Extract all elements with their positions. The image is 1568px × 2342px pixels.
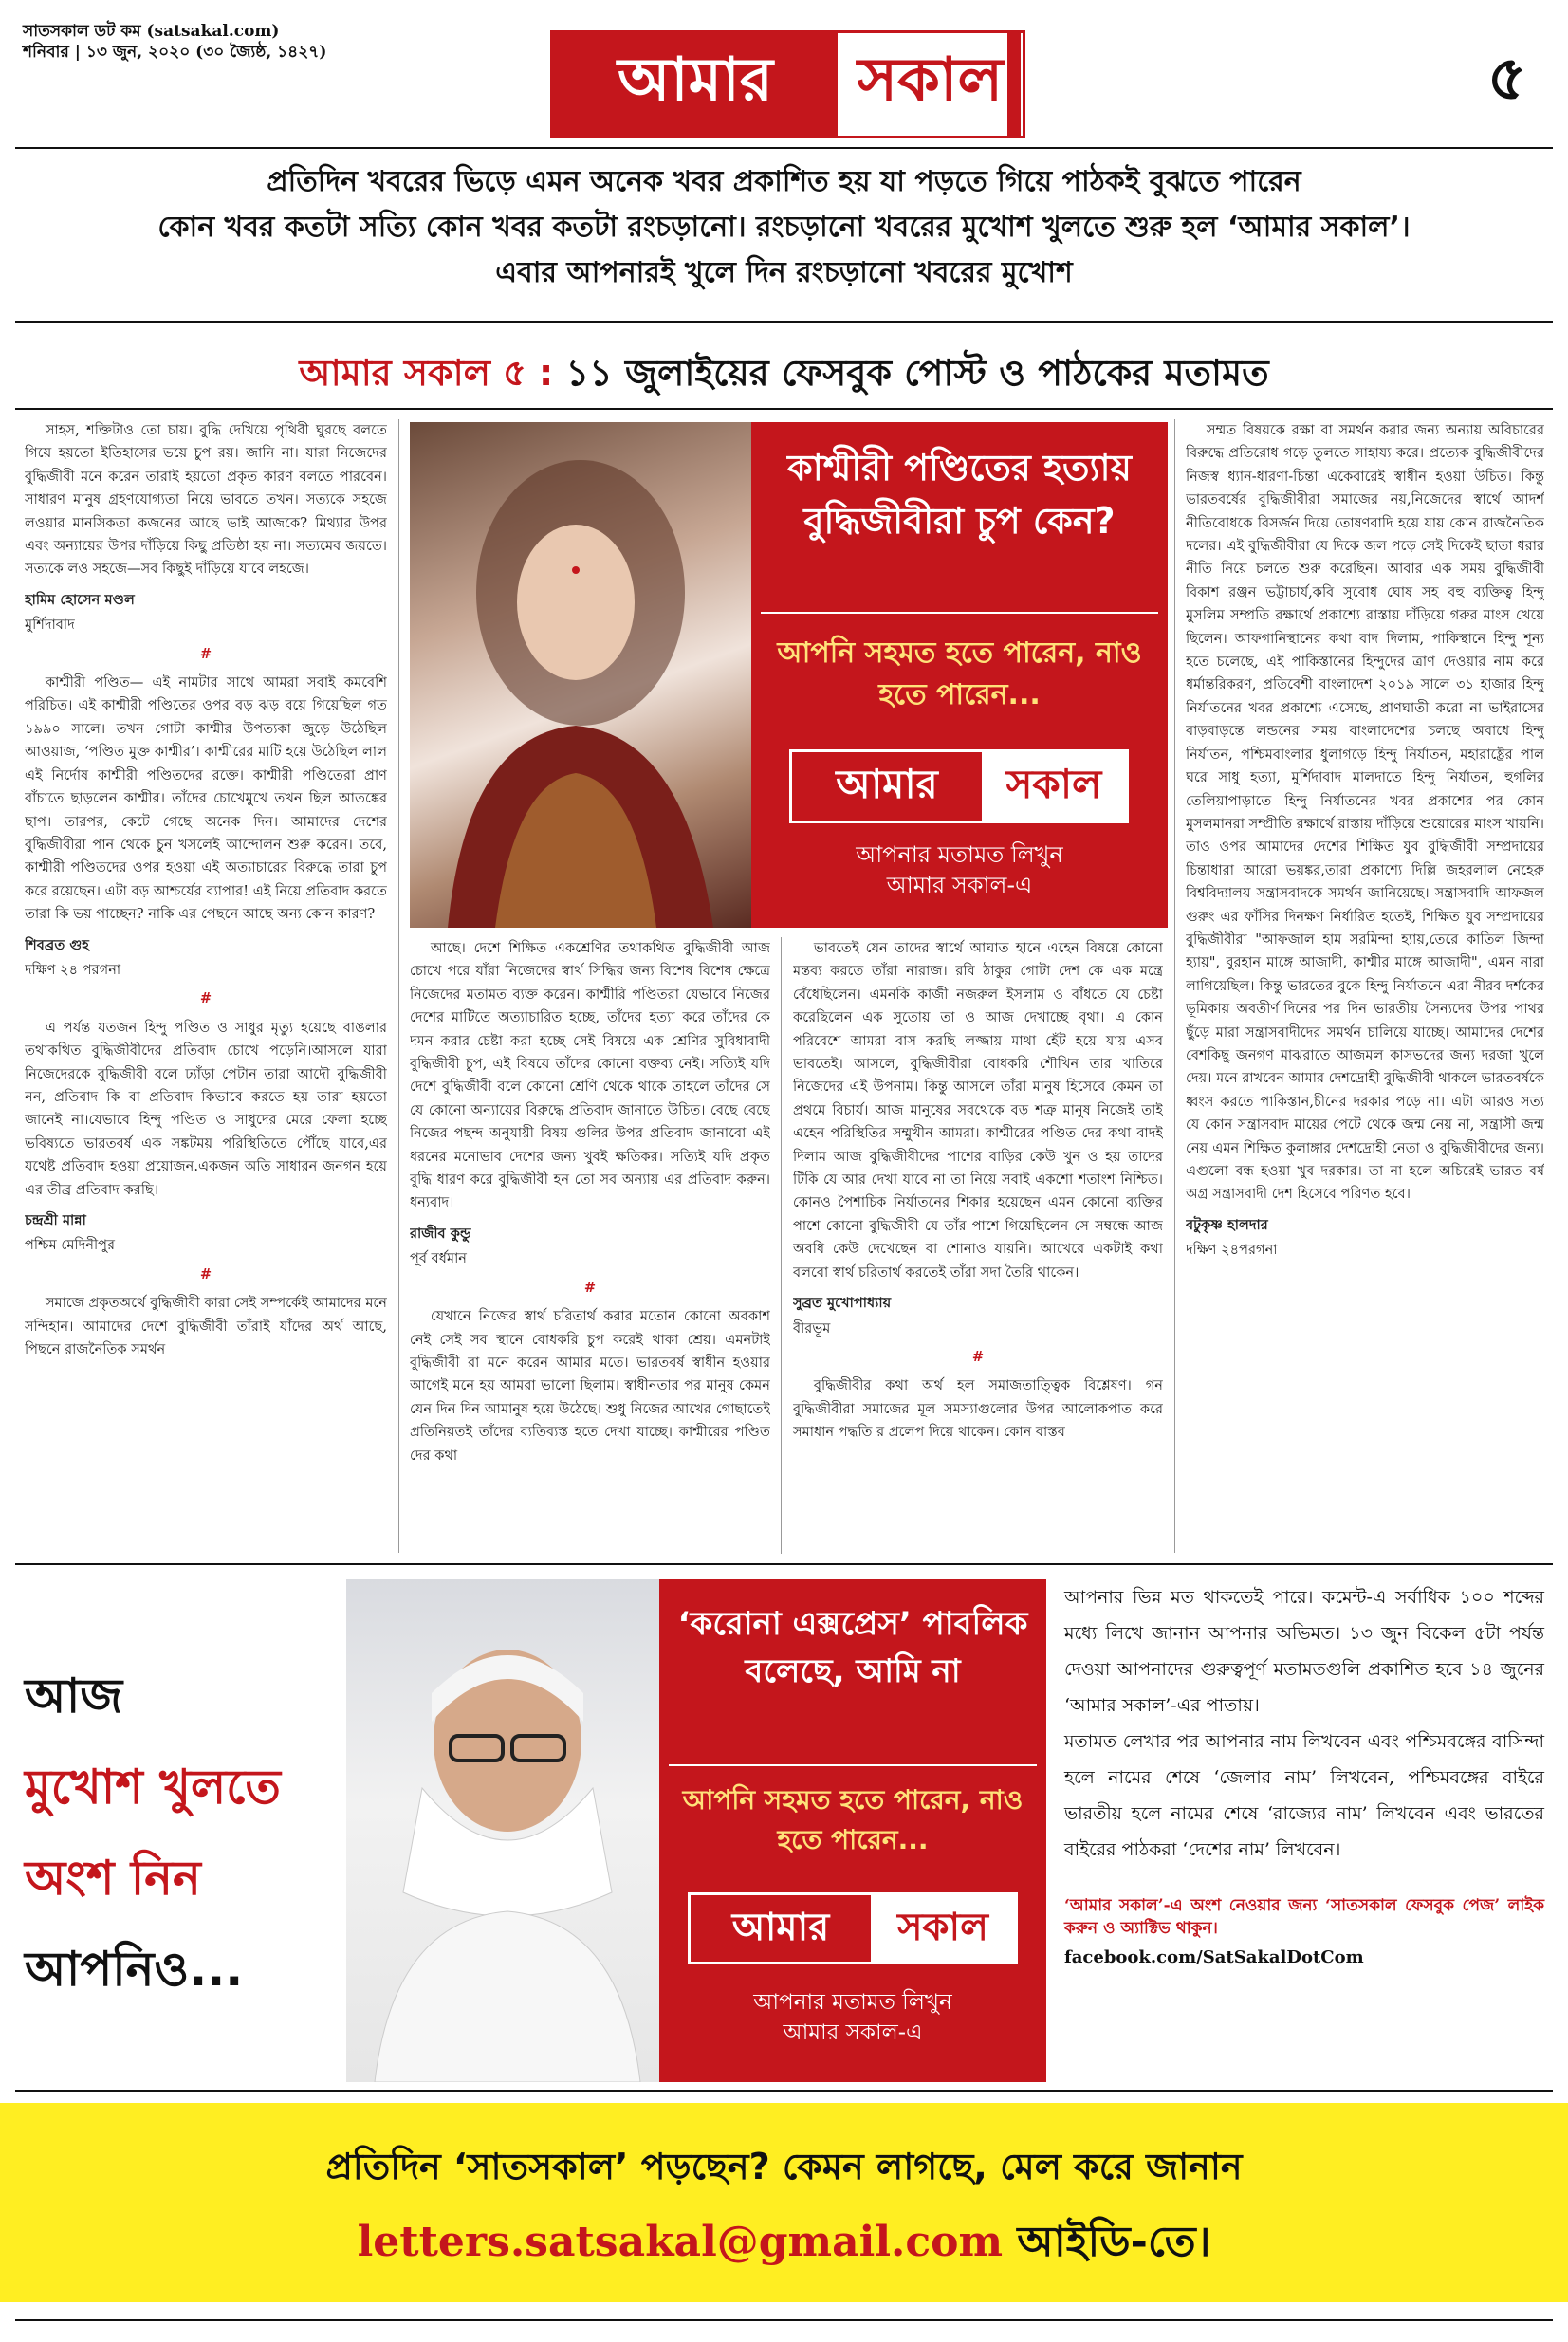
separator-hash: # — [199, 1265, 212, 1282]
letter-text: সাহস, শক্তিটাও তো চায়। বুদ্ধি দেখিয়ে পৃথিবী ঘুরছে বলতে গিয়ে হয়তো ইতিহাসের ভয়ে চুপ রয়। জানি না। যারা নিজেদের বুদ্ধিজীবী মনে করেন তারাই হয়তো প্রকৃত কারণ বলতে পারবেন। সাধারণ মানুষ গ্রহণযোগ্যতা নিয়ে ভাবতে তখন। সত্যকে সহজে লওয়ার মানসিকতা কজনের আছে ভাই আজকে? মিথ্যার উপর এবং অন্যায়ের উপর দাঁড়িয়ে কিছু প্রতিষ্ঠা হয় না। সত্যমেব জয়তে। সত্যকে লও সহজে—সব কিছুই দাঁড়িয়ে যাবে লহজে। — [25, 422, 387, 578]
letter-place: পশ্চিম মেদিনীপুর — [25, 1237, 116, 1254]
letter-text: কাশ্মীরী পণ্ডিত— এই নামটার সাথে আমরা সবাই কমবেশি পরিচিত। এই কাশ্মীরী পণ্ডিতের ওপর বড় ঝড় বয়ে গিয়েছিল গত ১৯৯০ সালে। তখন গোটা কাশ্মীর উপত্যকা জুড়ে উঠেছিল আওয়াজ, ‘পণ্ডিত মুক্ত কাশ্মীর’। কাশ্মীরের মাটি হয়ে উঠেছিল লাল এই নির্দোষ কাশ্মীরী পণ্ডিতদের রক্তে। কাশ্মীরী পণ্ডিতেরা প্রাণ বাঁচাতে ছাড়লেন কাশ্মীর। তাঁদের চোখেমুখে তখন ছিল আতঙ্কের ছাপ। তারপর, কেটে গেছে অনেক দিন। আমাদের দেশের বুদ্ধিজীবীরা পান থেকে চুন খসলেই আন্দোলন শুরু করেন। তবে, কাশ্মীরী পণ্ডিতদের ওপর হওয়া এই অত্যাচারের বিরুদ্ধে তারা চুপ করে রয়েছেন। এটা বড় আশ্চর্যের ব্যাপার! এই নিয়ে প্রতিবাদ করতে তারা কি ভয় পাচ্ছেন? নাকি এর পেছনে আছে অন্য কোন কারণ? — [25, 674, 387, 923]
promo-red-panel — [659, 1579, 1046, 2082]
promo-sub-line-2: আমার সকাল-এ — [886, 872, 1033, 898]
footer-bottom-divider — [15, 2319, 1553, 2321]
issue-date: শনিবার | ১৩ জুন, ২০২০ (৩০ জ্যৈষ্ঠ, ১৪২৭) — [23, 43, 327, 62]
portrait-illustration — [346, 1579, 659, 2082]
feedback-email-suffix: আইডি-তে। — [1017, 2218, 1211, 2266]
badge-part2: সকাল — [871, 1895, 1015, 1962]
article-column-2 — [410, 937, 770, 1554]
participation-instructions — [1064, 1579, 1544, 1976]
promo-sub-line-2: আমার সকাল-এ — [783, 2020, 923, 2045]
feedback-line-1: প্রতিদিন ‘সাতসকাল’ পড়ছেন? কেমন লাগছে, মেল করে জানান — [325, 2146, 1243, 2187]
feedback-line-2 — [0, 2210, 1568, 2279]
article-column-3 — [793, 937, 1163, 1554]
callout-line-4: আপনিও... — [25, 1942, 244, 1997]
headline-text: ১১ জুলাইয়ের ফেসবুক পোস্ট ও পাঠকের মতামত — [565, 352, 1269, 394]
headline-divider — [15, 408, 1553, 410]
promo-divider — [761, 612, 1158, 614]
portrait-photo — [410, 422, 751, 928]
letter-author: হামিম হোসেন মণ্ডল — [25, 591, 135, 608]
promo-sub-line-1: আপনার মতামত লিখুন — [856, 841, 1063, 868]
site-info — [23, 21, 326, 63]
headline-prefix: আমার সকাল ৫ : — [299, 352, 554, 394]
masthead-part2: সকাল — [857, 45, 1004, 116]
letter-place: দক্ষিণ ২৪ পরগনা — [25, 961, 121, 978]
instructions-para-2: মতামত লেখার পর আপনার নাম লিখবেন এবং পশ্চিমবঙ্গের বাসিন্দা হলে নামের শেষে ‘জেলার নাম’ লিখবেন, পশ্চিমবঙ্গের বাইরে ভারতীয় হলে নামের শেষে ‘রাজ্যের নাম’ লিখবেন এবং ভারতের বাইরের পাঠকরা ‘দেশের নাম’ লিখবেন। — [1064, 1731, 1544, 1860]
intro-text — [38, 159, 1530, 296]
portrait-illustration — [410, 422, 751, 928]
callout-line-3: অংশ নিন — [25, 1851, 201, 1906]
intro-line-3: এবার আপনারই খুলে দিন রংচড়ানো খবরের মুখোশ — [495, 256, 1073, 289]
letter-text: সম্মত বিষয়কে রক্ষা বা সমর্থন করার জন্য অন্যায় অবিচারের বিরুদ্ধে প্রতিরোধ গড়ে তুলতে সাহায্য করে। প্রত্যেক বুদ্ধিজীবীদের নিজস্ব ধ্যান-ধারণা-চিন্তা একেবারেই স্বাধীন হওয়া উচিত। কিন্তু ভারতবর্ষের বুদ্ধিজীবীরা সমাজের নয়,নিজেদের স্বার্থে আদর্শ নীতিবোধকে বিসর্জন দিয়ে তোষণবাদি হয়ে যায় কোন রাজনৈতিক দলের। এই বুদ্ধিজীবীরা যে দিকে জল পড়ে সেই দিকেই ছাতা ধরার নীতি নিয়ে চলতে শুরু করেছিন। আবার এক সময় বুদ্ধিজীবী বিকাশ রঞ্জন ভট্টাচার্য,কবি সুবোধ ঘোষ সহ বহু ব্যক্তিত্ব হিন্দু মুসলিম সম্প্রতি রক্ষার্থে প্রকাশ্যে রাস্তায় দাঁড়িয়ে গরুর মাংস খেয়ে ছিলেন। আফগানিস্থানের কথা বাদ দিলাম, পাকিস্থানে হিন্দু শূন্য হতে চলেছে, এই পাকিস্তানের হিন্দুদের ত্রাণ দেওয়ার নাম করে ধর্মান্তরিকরণ, প্রতিবেশী বাংলাদেশ ২০১৯ সালে ৩১ হাজার হিন্দু নির্যাতনের খবর প্রকাশ্যে এসেছে, প্রাণঘাতী করো না ভাইরাসের বাড়বাড়ন্তে লন্ডনের সময় বাংলাদেশের চলছে অবাধে হিন্দু নির্যাতন, পশ্চিমবাংলার ধুলাগড়ে হিন্দু নির্যাতন, মহারাষ্ট্রের পাল ঘরে সাধু হত্যা, মুর্শিদাবাদ মালদাতে হিন্দু নির্যাতন, হুগলির তেলিয়াপাড়াতে হিন্দু নির্যাতনের খবর প্রকাশের পর কোন মুসলমানরা সম্প্রীতি রক্ষার্থে রাস্তায় দাঁড়িয়ে শুয়োরের মাংস খায়নি। তাও ওপর আমাদের দেশের শিক্ষিত যুব বুদ্ধিজীবী সম্প্রদায়ের চিন্তাধারা আরো ভয়ঙ্কর,তারা প্রকাশ্যে দিল্লি জহরলাল নেহেরু বিশ্ববিদ্যালয় সন্ত্রাসবাদকে সমর্থন জানিয়েছে। সন্ত্রাসবাদি আফজল গুরুং এর ফাঁসির দিনক্ষণ নির্ধারিত হতেই, শিক্ষিত যুব সম্প্রদায়ের বুদ্ধিজীবীরা "আফজাল হাম সরমিন্দা হ্যায়,তেরে কাতিল জিন্দা হ্যায়", বুরহান মাঙ্গে আজাদী, কাশ্মীর মাঙ্গে আজাদী", এমন নারা লাগিয়েছিল। কিন্তু ভারতের বুকে হিন্দু নির্যাতনে এরা নীরব দর্শকের ভূমিকায় অবতীর্ণ।দিনের পর দিন ভারতীয় সৈন্যদের উপর পাথর ছুঁড়ে মারা সন্ত্রাসবাদীদের সমর্থন চালিয়ে যাচ্ছে। আমাদের দেশের বেশকিছু জনগণ মাঝরাতে আজমল কাসভদের জন্য দরজা খুলে দেয়। মনে রাখবেন আমার দেশদ্রোহী বুদ্ধিজীবী থাকলে ভারতবর্ষকে ধ্বংস করতে পাকিস্তান,চীনের দরকার পড়ে না। এটা আরও সত্য যে কোন সন্ত্রাসবাদ মায়ের পেটে থেকে জন্ম নেয় না, সন্ত্রাসী জন্ম নেয় এমন শিক্ষিত কুলাঙ্গার দেশদ্রোহী নেতা ও বুদ্ধিজীবীদের জন্য। এগুলো বন্ধ হওয়া খুব দরকার। তা না হলে অচিরেই ভারত বর্ষ অগ্র সন্ত্রাসবাদী দেশ হিসেবে পরিণত হবে। — [1186, 422, 1544, 1203]
separator-hash: # — [199, 645, 212, 662]
feedback-email[interactable]: letters.satsakal@gmail.com — [357, 2218, 1004, 2266]
letter-author: চন্দ্রশ্রী মান্না — [25, 1212, 86, 1228]
column-rule — [398, 419, 399, 1553]
callout-line-1: আজ — [25, 1669, 123, 1724]
facebook-link[interactable]: facebook.com/SatSakalDotCom — [1064, 1947, 1364, 1967]
column-rule — [781, 937, 782, 1554]
promo-banner-2 — [346, 1579, 1046, 2082]
promo-red-panel — [751, 422, 1168, 928]
promo-logo-badge — [688, 1892, 1018, 1964]
header-divider — [15, 147, 1553, 149]
promo-title: কাশ্মীরী পণ্ডিতের হত্যায় বুদ্ধিজীবীরা চুপ কেন? — [787, 447, 1132, 542]
footer-top-divider — [15, 2090, 1553, 2092]
column-rule — [1174, 419, 1175, 1553]
promo-sub-line-1: আপনার মতামত লিখুন — [753, 1990, 952, 2015]
promo-subtext — [659, 1987, 1046, 2048]
promo-logo-badge — [789, 749, 1129, 823]
promo-tagline: আপনি সহমত হতে পারেন, নাও হতে পারেন... — [777, 636, 1142, 711]
letter-author: রাজীব কুন্ডু — [410, 1225, 471, 1242]
promo-divider — [669, 1764, 1037, 1766]
separator-hash: # — [199, 990, 212, 1007]
promo-banner-1 — [410, 422, 1168, 928]
promo-subtext — [751, 839, 1168, 900]
letter-author: বটুকৃষ্ণ হালদার — [1186, 1216, 1268, 1233]
letter-text: আছে। দেশে শিক্ষিত একশ্রেণির তথাকথিত বুদ্ধিজীবী আজ চোখে পরে যাঁরা নিজেদের স্বার্থ সিদ্ধির জন্য বিশেষ বিশেষ ক্ষেত্রে নিজেদের মতামত ব্যক্ত করেন। কাশ্মীরি পণ্ডিতরা যেভাবে নিজের দেশের মাটিতে অত্যাচারিত হচ্ছে, তাঁদের হত্যা করে তাঁদের কে দমন করার চেষ্টা করা হচ্ছে সেই বিষয়ে এক শ্রেণির সুবিধাবাদী বুদ্ধিজীবী চুপ, এই বিষয়ে তাঁদের কোনো বক্তব্য নেই। সত্যিই যদি দেশে বুদ্ধিজীবী বলে কোনো শ্রেণি থেকে থাকে তাহলে তাঁদের সে যে কোনো অন্যায়ের বিরুদ্ধে প্রতিবাদ জানাতে উচিত। বেছে বেছে নিজের পছন্দ অনুযায়ী বিষয় গুলির উপর প্রতিবাদ জানাবো এই ধরনের মনোভাব দেশের জন্য খুবই ক্ষতিকর। সত্যিই যদি প্রকৃত বুদ্ধি ধারণ করে বুদ্ধিজীবী হন তো সব অন্যায় এর প্রতিবাদ করুন। ধন্যবাদ। — [410, 940, 770, 1211]
promo-title: ‘করোনা এক্সপ্রেস’ পাবলিক বলেছে, আমি না — [677, 1605, 1028, 1690]
letter-text: বুদ্ধিজীবীর কথা অর্থ হল সমাজতাত্ত্বিক বিশ্লেষণ। গন বুদ্ধিজীবীরা সমাজের মূল সমস্যাগুলোর উপর আলোকপাত করে সমাধান পদ্ধতি র প্রলেপ দিয়ে থাকেন। কোন বাস্তব — [793, 1377, 1163, 1441]
intro-divider — [15, 321, 1553, 323]
letter-place: পূর্ব বর্ধমান — [410, 1250, 468, 1267]
articles-bottom-divider — [15, 1563, 1553, 1565]
participate-callout — [25, 1650, 281, 2015]
promo-tagline: আপনি সহমত হতে পারেন, নাও হতে পারেন... — [682, 1784, 1024, 1855]
letter-author: শিবব্রত গুহ — [25, 936, 89, 953]
instructions-para-1: আপনার ভিন্ন মত থাকতেই পারে। কমেন্ট-এ সর্বাধিক ১০০ শব্দের মধ্যে লিখে জানান আপনার অভিমত। ১৩ জুন বিকেল ৫টা পর্যন্ত দেওয়া আপনাদের গুরুত্বপূর্ণ মতামতগুলি প্রকাশিত হবে ১৪ জুনের ‘আমার সকাল’-এর পাতায়। — [1064, 1587, 1544, 1716]
masthead-logo — [550, 30, 1025, 138]
site-name: সাতসকাল ডট কম (satsakal.com) — [23, 22, 280, 41]
intro-line-2: কোন খবর কতটা সত্যি কোন খবর কতটা রংচড়ানো। রংচড়ানো খবরের মুখোশ খুলতে শুরু হল ‘আমার সকাল’। — [157, 211, 1411, 244]
facebook-note: ‘আমার সকাল’-এ অংশ নেওয়ার জন্য ‘সাতসকাল ফেসবুক পেজ’ লাইক করুন ও অ্যাক্টিভ থাকুন। — [1064, 1896, 1544, 1938]
letter-place: মুর্শিদাবাদ — [25, 617, 75, 634]
letter-place: দক্ষিণ ২৪পরগনা — [1186, 1242, 1278, 1259]
page-number: ৫ — [1487, 44, 1527, 114]
portrait-photo — [346, 1579, 659, 2082]
letter-text: সমাজে প্রকৃতঅর্থে বুদ্ধিজীবী কারা সেই সম্পর্কেই আমাদের মনে সন্দিহান। আমাদের দেশে বুদ্ধিজীবী তাঁরাই যাঁদের অর্থ আছে, পিছনে রাজনৈতিক সমর্থন — [25, 1295, 387, 1358]
badge-part1: আমার — [792, 752, 982, 821]
badge-part1: আমার — [691, 1895, 871, 1962]
masthead-part1: আমার — [553, 33, 838, 136]
article-column-4 — [1186, 419, 1544, 1553]
letter-text: যেখানে নিজের স্বার্থ চরিতার্থ করার মতোন কোনো অবকাশ নেই সেই সব স্থানে বোধকরি চুপ করেই থাকা শ্রেয়। এমনটাই বুদ্ধিজীবী রা মনে করেন আমার মতে। ভারতবর্ষ স্বাধীন হওয়ার আগেই মনে হয় আমরা ভালো ছিলাম। স্বাধীনতার পর মানুষ কেমন যেন দিন দিন আমানুষ হয়ে উঠেছে। শুধু নিজের আখের গোছাতেই প্রতিনিয়তই তাঁদের ব্যতিব্যস্ত হতে দেখা যাচ্ছে। কাশ্মীরের পণ্ডিত দের কথা — [410, 1308, 770, 1464]
letter-author: সুব্রত মুখোপাধ্যায় — [793, 1295, 892, 1312]
callout-line-2: মুখোশ খুলতে — [25, 1760, 281, 1815]
letter-text: ভাবতেই যেন তাদের স্বার্থে আঘাত হানে এহেন বিষয়ে কোনো মন্তব্য করতে তাঁরা নারাজ। রবি ঠাকুর গোটা দেশ কে এক মন্ত্রে বেঁধেছিলেন। এমনকি কাজী নজরুল ইসলাম ও বাঁধতে যে চেষ্টা করেছিলেন এক সুতোয় তা ও আজ দেখাচ্ছে বৃথা। এ কোন পরিবেশে আমরা বাস করছি লজ্জায় মাথা হেঁট হয়ে যায় এসব ভাবতেই। আসলে, বুদ্ধিজীবীরা বোধকরি শৌখিন তার খাতিরে নিজেদের এই উপনাম। কিন্তু আসলে তাঁরা মানুষ হিসেবে কেমন তা প্রথমে বিচার্য। আজ মানুষের সবথেকে বড় শত্রু মানুষ নিজেই তাই এহেন পরিস্থিতির সম্মুখীন আমরা। কাশ্মীরের পণ্ডিত দের কথা বাদই দিলাম আজ বুদ্ধিজীবীদের পাশের বাড়ির কেউ খুন ও হয় তাদের টিকি যে আর দেখা যাবে না তা নিয়ে সবাই একশো শতাংশ নিশ্চিত। কোনও পৈশাচিক নির্যাতনের শিকার হয়েছেন এমন কোনো ব্যক্তির পাশে কোনো বুদ্ধিজীবী যে তাঁর পাশে গিয়েছিলেন সে সম্বন্ধে আজ অবধি কেউ দেখেছেন বা শোনাও যায়নি। আখেরে একটাই কথা বলবো স্বার্থ চরিতার্থ করতেই তাঁরা সদা তৈরি থাকেন। — [793, 940, 1163, 1281]
letter-place: বীরভূম — [793, 1319, 831, 1337]
separator-hash: # — [583, 1279, 597, 1296]
intro-line-1: প্রতিদিন খবরের ভিড়ে এমন অনেক খবর প্রকাশিত হয় যা পড়তে গিয়ে পাঠকই বুঝতে পারেন — [267, 165, 1301, 198]
article-column-1 — [25, 419, 387, 1553]
separator-hash: # — [971, 1348, 985, 1365]
masthead-accent-bar — [1007, 30, 1021, 138]
page-headline — [38, 345, 1530, 406]
letter-text: এ পর্যন্ত যতজন হিন্দু পণ্ডিত ও সাধুর মৃত্যু হয়েছে বাঙলার তথাকথিত বুদ্ধিজীবীদের প্রতিবাদ চোখে পড়েনি।আসলে যারা নিজেদেরকে বুদ্ধিজীবী বলে ঢ্যাঁড়া পেটান তারা আদৌ বুদ্ধিজীবী নন, প্রতিবাদ কি বা প্রতিবাদ কিভাবে করতে হয় তারা হয়তো জানেই না।যেভাবে হিন্দু পণ্ডিত ও সাধুদের মেরে ফেলা হচ্ছে ভবিষ্যতে ভারতবর্ষ এক সঙ্কটময় পরিস্থিতিতে পৌঁছে যাবে,এর যথেষ্ট প্রতিবাদ হওয়া প্রয়োজন.একজন অতি সাধারন জনগন হয়ে এর তীব্র প্রতিবাদ করছি। — [25, 1019, 387, 1198]
badge-part2: সকাল — [982, 752, 1126, 821]
